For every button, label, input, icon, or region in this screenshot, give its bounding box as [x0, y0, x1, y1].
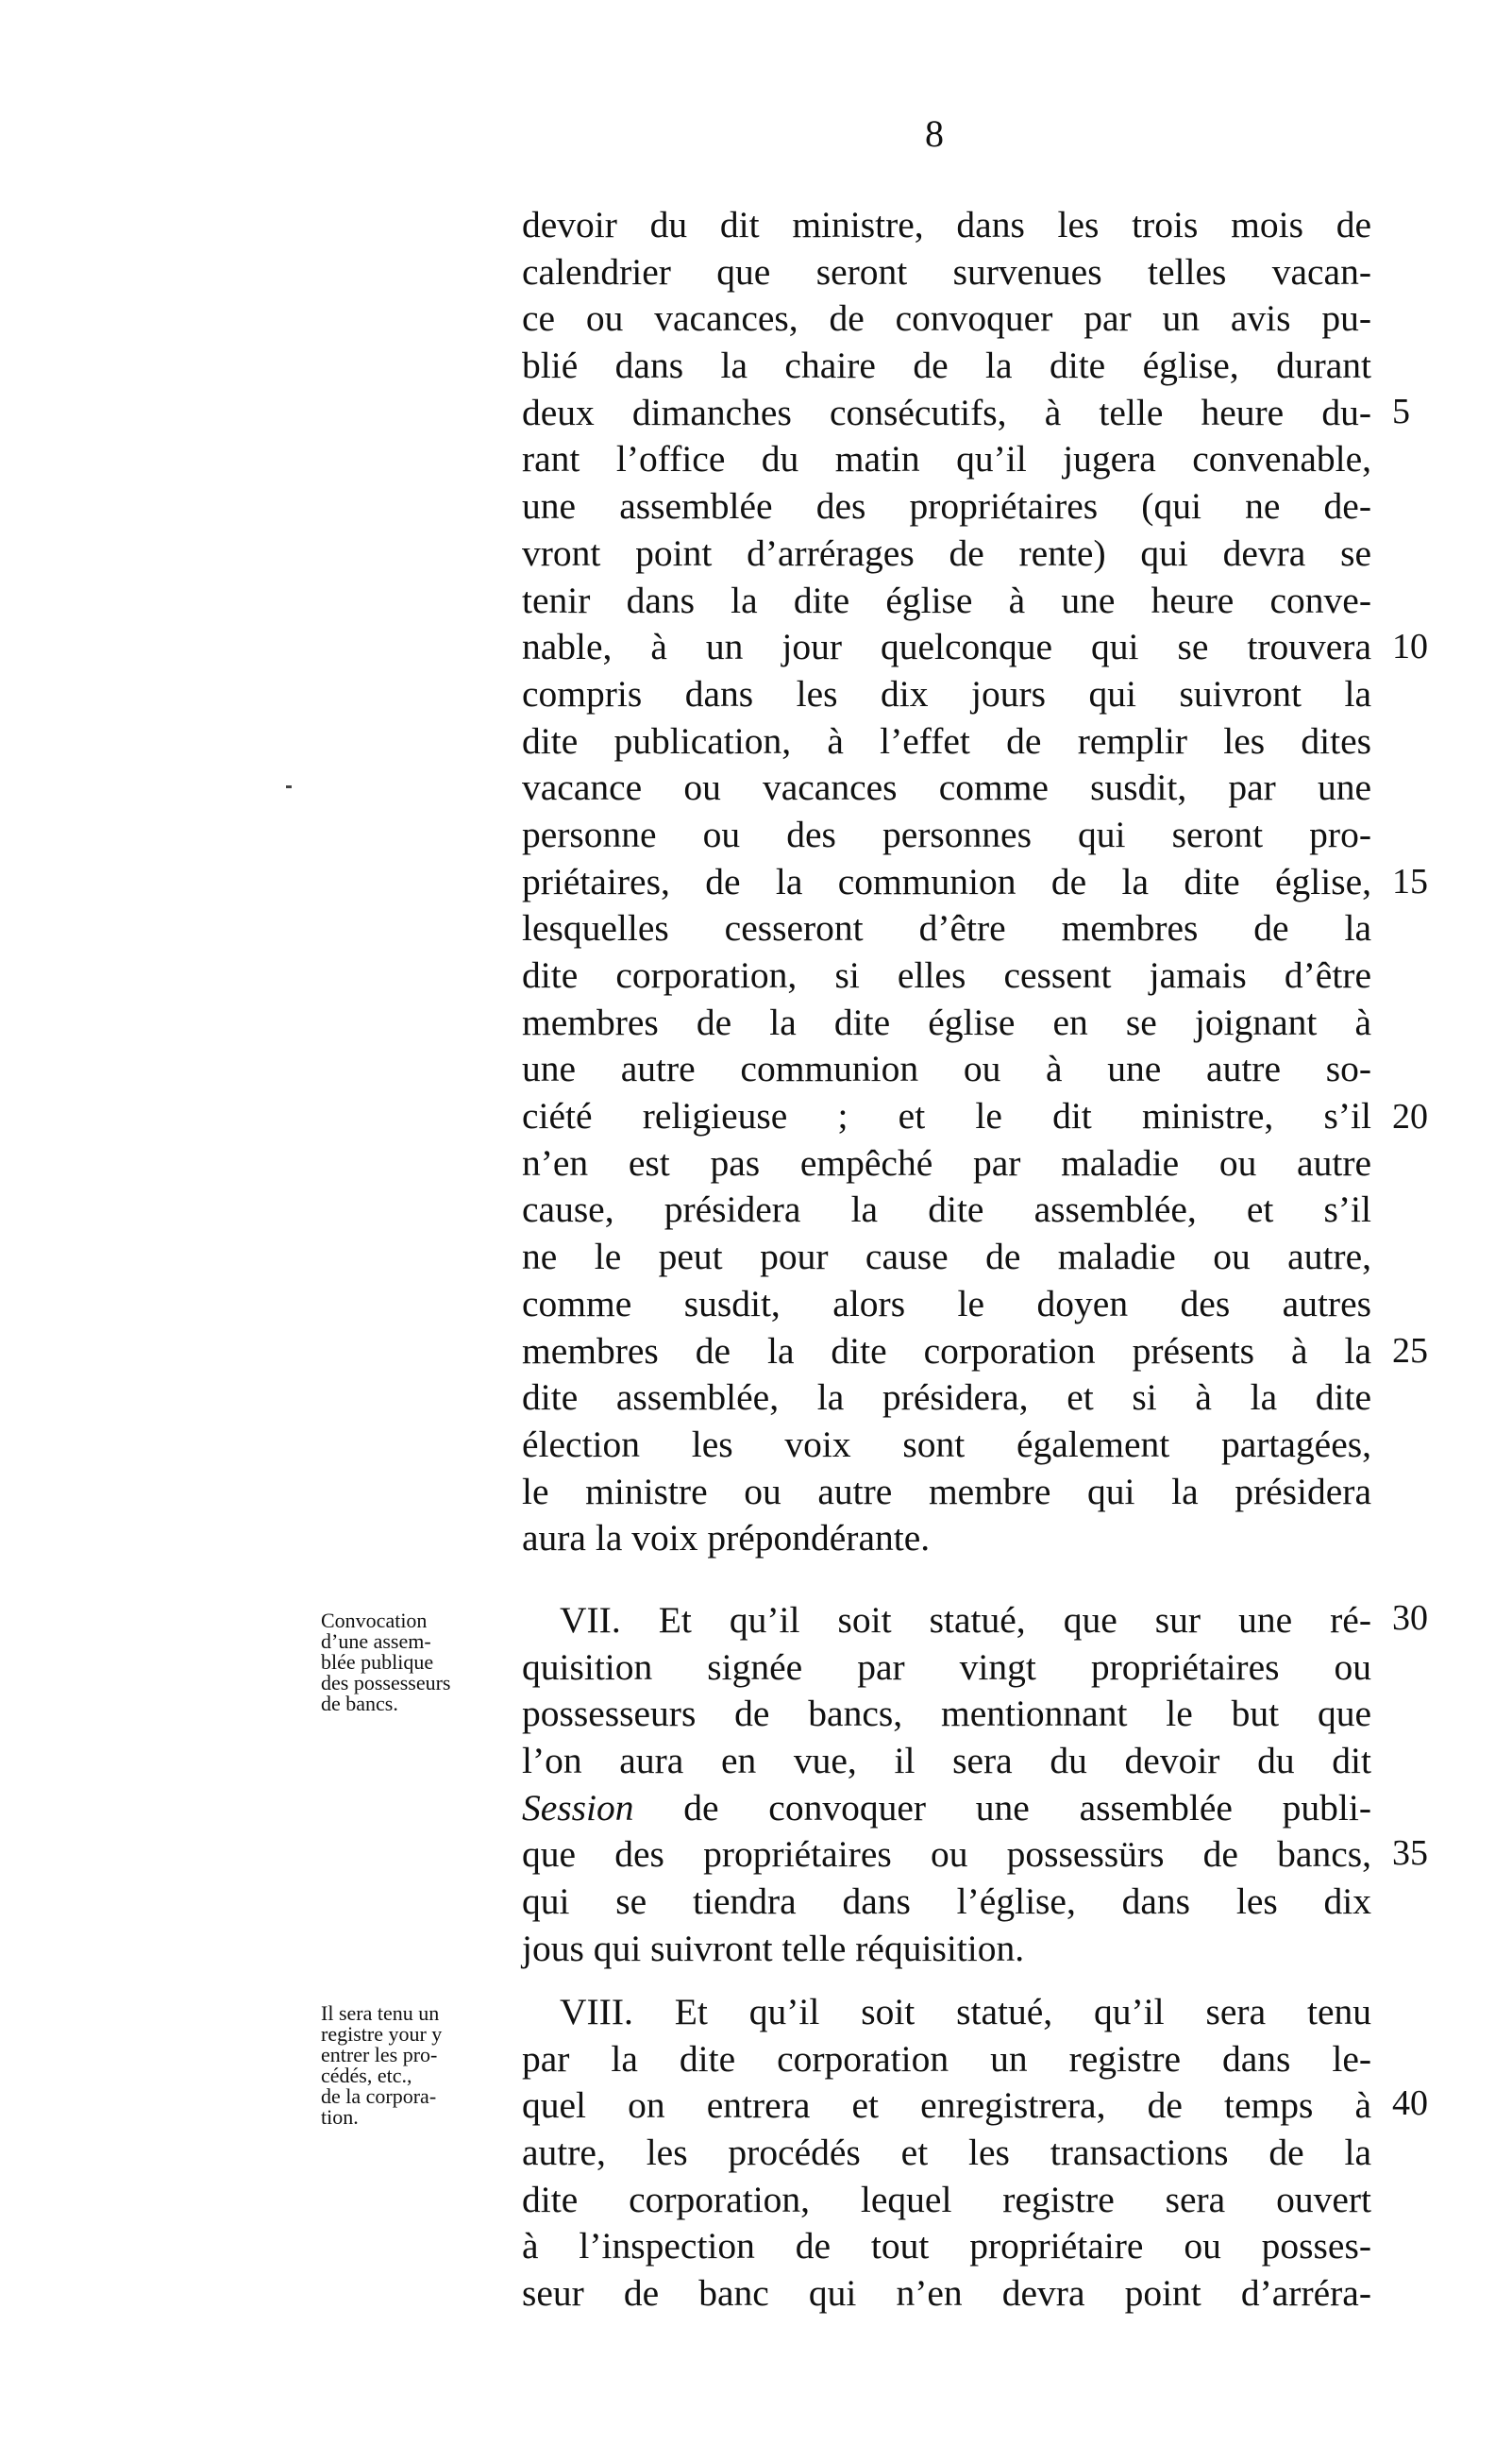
text-line: aura la voix prépondérante. [522, 1517, 931, 1559]
text-line: compris dans les dix jours qui suivront la [522, 672, 1371, 715]
text-line: ce ou vacances, de convoquer par un avis pu- [522, 297, 1371, 340]
text-line: vacance ou vacances comme susdit, par une [522, 767, 1371, 809]
text-line: quel on entrera et enregistrera, de temps à [522, 2084, 1371, 2127]
margin-note-line: de bancs. [321, 1692, 398, 1715]
text-line: par la dite corporation un registre dans le- [522, 2037, 1371, 2080]
page-number: 8 [925, 112, 944, 155]
line-number: 40 [1392, 2083, 1428, 2123]
margin-note-line: Convocation [321, 1609, 428, 1632]
line-number: 5 [1392, 392, 1410, 431]
line-number: 15 [1392, 862, 1428, 902]
paragraph-continuation [522, 202, 1371, 1562]
section-vii-opening: VII. Et qu’il soit statué, que sur une ré- [560, 1599, 1371, 1641]
text-line: dite assemblée, la présidera, et si à la dite [522, 1376, 1371, 1419]
line-number: 25 [1392, 1331, 1428, 1371]
margin-note-line: d’une assem- [321, 1629, 431, 1653]
text-line: personne ou des personnes qui seront pro- [522, 813, 1371, 855]
section-viii [522, 1989, 1371, 2318]
text-line: cause, présidera la dite assemblée, et s’il [522, 1188, 1371, 1231]
margin-note-line: tion. [321, 2105, 359, 2129]
text-line: membres de la dite église en se joignant à [522, 1001, 1371, 1043]
text-line: possesseurs de bancs, mentionnant le but que [522, 1693, 1371, 1735]
margin-note-line: Il sera tenu un [321, 2001, 440, 2025]
text-line: devoir du dit ministre, dans les trois mois de [522, 204, 1371, 245]
text-line: dite publication, à l’effet de remplir les dites [522, 719, 1371, 762]
text-line: dite corporation, si elles cessent jamais d’être [522, 954, 1371, 996]
text-line: ne le peut pour cause de maladie ou autre, [522, 1236, 1371, 1278]
margin-note-line: registre your y [321, 2022, 443, 2046]
text-line-rest: de convoquer une assemblée publi- [683, 1786, 1371, 1829]
margin-note-line: entrer les pro- [321, 2043, 438, 2066]
margin-note-line: de la corpora- [321, 2084, 437, 2108]
text-line [522, 1989, 1371, 2036]
text-line: calendrier que seront survenues telles vacan- [522, 250, 1371, 293]
line-number: 20 [1392, 1097, 1428, 1137]
margin-note-line: des possesseurs [321, 1671, 451, 1694]
text-line: deux dimanches consécutifs, à telle heure du- [522, 391, 1371, 433]
text-line [522, 1597, 1371, 1644]
text-line: élection les voix sont également partagées, [522, 1423, 1371, 1465]
text-line: n’en est pas empêché par maladie ou autre [522, 1141, 1371, 1184]
text-line: tenir dans la dite église à une heure conve- [522, 579, 1371, 621]
text-line: dite corporation, lequel registre sera ouvert [522, 2178, 1371, 2220]
text-line: quisition signée par vingt propriétaires ou [522, 1645, 1371, 1688]
text-line: rant l’office du matin qu’il jugera convenable, [522, 438, 1371, 480]
text-line: que des propriétaires ou possessürs de bancs, [522, 1833, 1371, 1876]
text-line: à l’inspection de tout propriétaire ou posses- [522, 2225, 1371, 2267]
text-line: comme susdit, alors le doyen des autres [522, 1282, 1371, 1324]
margin-note-line: cédés, etc., [321, 2064, 412, 2087]
text-line: membres de la dite corporation présents à la [522, 1329, 1371, 1372]
text-line: seur de banc qui n’en devra point d’arréra- [522, 2272, 1371, 2315]
text-line: autre, les procédés et les transactions de la [522, 2132, 1371, 2174]
section-viii-opening: VIII. Et qu’il soit statué, qu’il sera tenu [560, 1991, 1371, 2032]
text-line [522, 1785, 1371, 1832]
section-vii [522, 1597, 1371, 1973]
text-line: vront point d’arrérages de rente) qui devra se [522, 531, 1371, 574]
text-line: une assemblée des propriétaires (qui ne de- [522, 485, 1371, 528]
text-line: ciété religieuse ; et le dit ministre, s’il [522, 1095, 1371, 1138]
line-number: 10 [1392, 627, 1428, 666]
line-number: 30 [1392, 1598, 1428, 1638]
text-line: lesquelles cesseront d’être membres de la [522, 907, 1371, 950]
text-line: jous qui suivront telle réquisition. [522, 1927, 1025, 1969]
text-line: l’on aura en vue, il sera du devoir du dit [522, 1740, 1371, 1782]
stray-ink-mark [286, 785, 292, 788]
text-line: priétaires, de la communion de la dite église, [522, 860, 1371, 902]
margin-note-registre [321, 2003, 519, 2128]
text-line: blié dans la chaire de la dite église, durant [522, 345, 1371, 387]
line-number: 35 [1392, 1833, 1428, 1873]
margin-note-line: blée publique [321, 1650, 434, 1674]
text-line: qui se tiendra dans l’église, dans les dix [522, 1880, 1371, 1923]
italic-term: Session [522, 1786, 634, 1829]
margin-note-convocation [321, 1610, 519, 1714]
text-line: nable, à un jour quelconque qui se trouvera [522, 626, 1371, 668]
text-line: une autre communion ou à une autre so- [522, 1048, 1371, 1090]
text-line: le ministre ou autre membre qui la présidera [522, 1470, 1371, 1512]
